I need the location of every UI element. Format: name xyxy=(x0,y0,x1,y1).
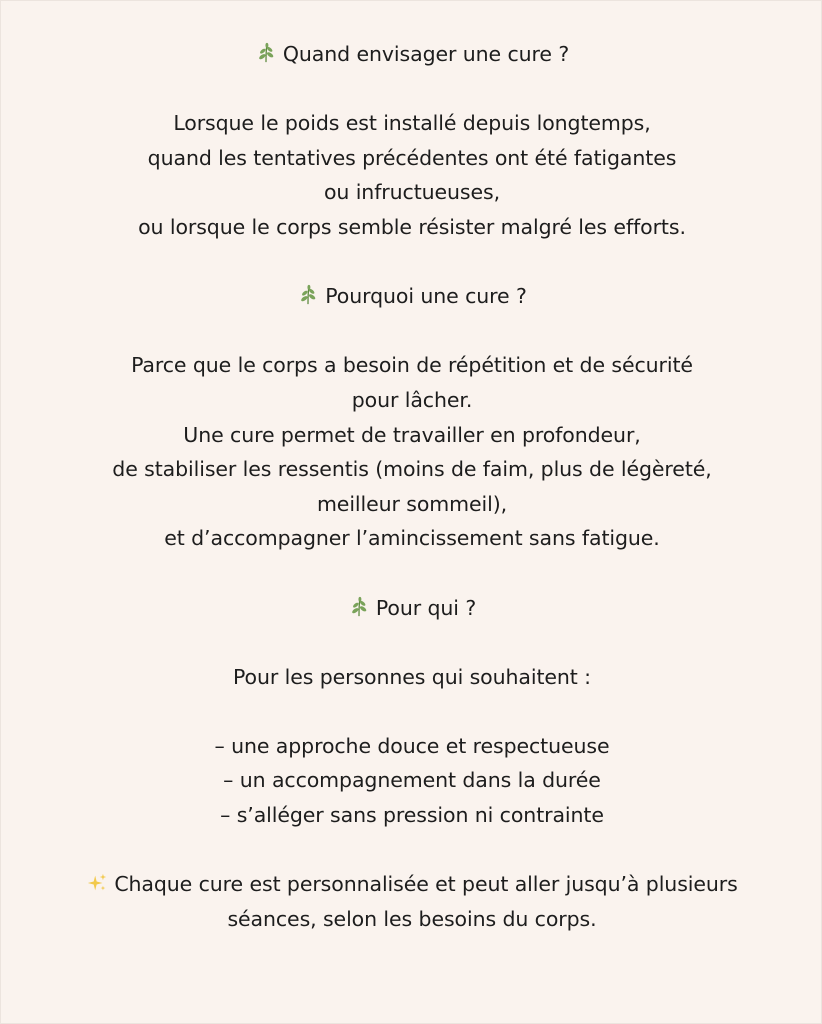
paragraph-line: ou infructueuses, xyxy=(323,180,501,205)
sparkles-icon xyxy=(86,872,108,894)
section-heading-who xyxy=(1,591,822,626)
section-heading-text: Quand envisager une cure ? xyxy=(282,42,570,66)
section-heading-when xyxy=(1,37,822,72)
list-item: – un accompagnement dans la durée xyxy=(223,768,601,793)
paragraph-line: et d’accompagner l’amincissement sans fatigue. xyxy=(164,526,660,551)
paragraph-line: Parce que le corps a besoin de répétition et de sécurité xyxy=(131,353,693,378)
paragraph-line: Lorsque le poids est installé depuis longtemps, xyxy=(173,111,651,136)
section-heading-why xyxy=(1,279,822,314)
closing-line-2: séances, selon les besoins du corps. xyxy=(227,906,597,931)
paragraph-line: de stabiliser les ressentis (moins de faim, plus de légèreté, xyxy=(112,457,712,482)
closing-line xyxy=(1,867,822,902)
paragraph-line: pour lâcher. xyxy=(351,387,473,412)
closing-text: Chaque cure est personnalisée et peut aller jusqu’à plusieurs xyxy=(114,872,738,897)
paragraph-line: meilleur sommeil), xyxy=(316,491,508,516)
herb-leaf-icon xyxy=(297,284,319,306)
herb-leaf-icon xyxy=(255,42,277,64)
text-content xyxy=(1,37,822,936)
section-heading-text: Pourquoi une cure ? xyxy=(325,284,527,309)
list-item: – s’alléger sans pression ni contrainte xyxy=(220,803,604,828)
list-item: – une approche douce et respectueuse xyxy=(214,733,610,758)
paragraph-line: quand les tentatives précédentes ont été fatigantes xyxy=(147,145,677,170)
paragraph-line: Pour les personnes qui souhaitent : xyxy=(233,664,591,689)
section-heading-text: Pour qui ? xyxy=(375,595,477,620)
paragraph-line: ou lorsque le corps semble résister malgré les efforts. xyxy=(138,214,686,239)
paragraph-line: Une cure permet de travailler en profondeur, xyxy=(183,422,641,447)
herb-leaf-icon xyxy=(348,596,370,618)
